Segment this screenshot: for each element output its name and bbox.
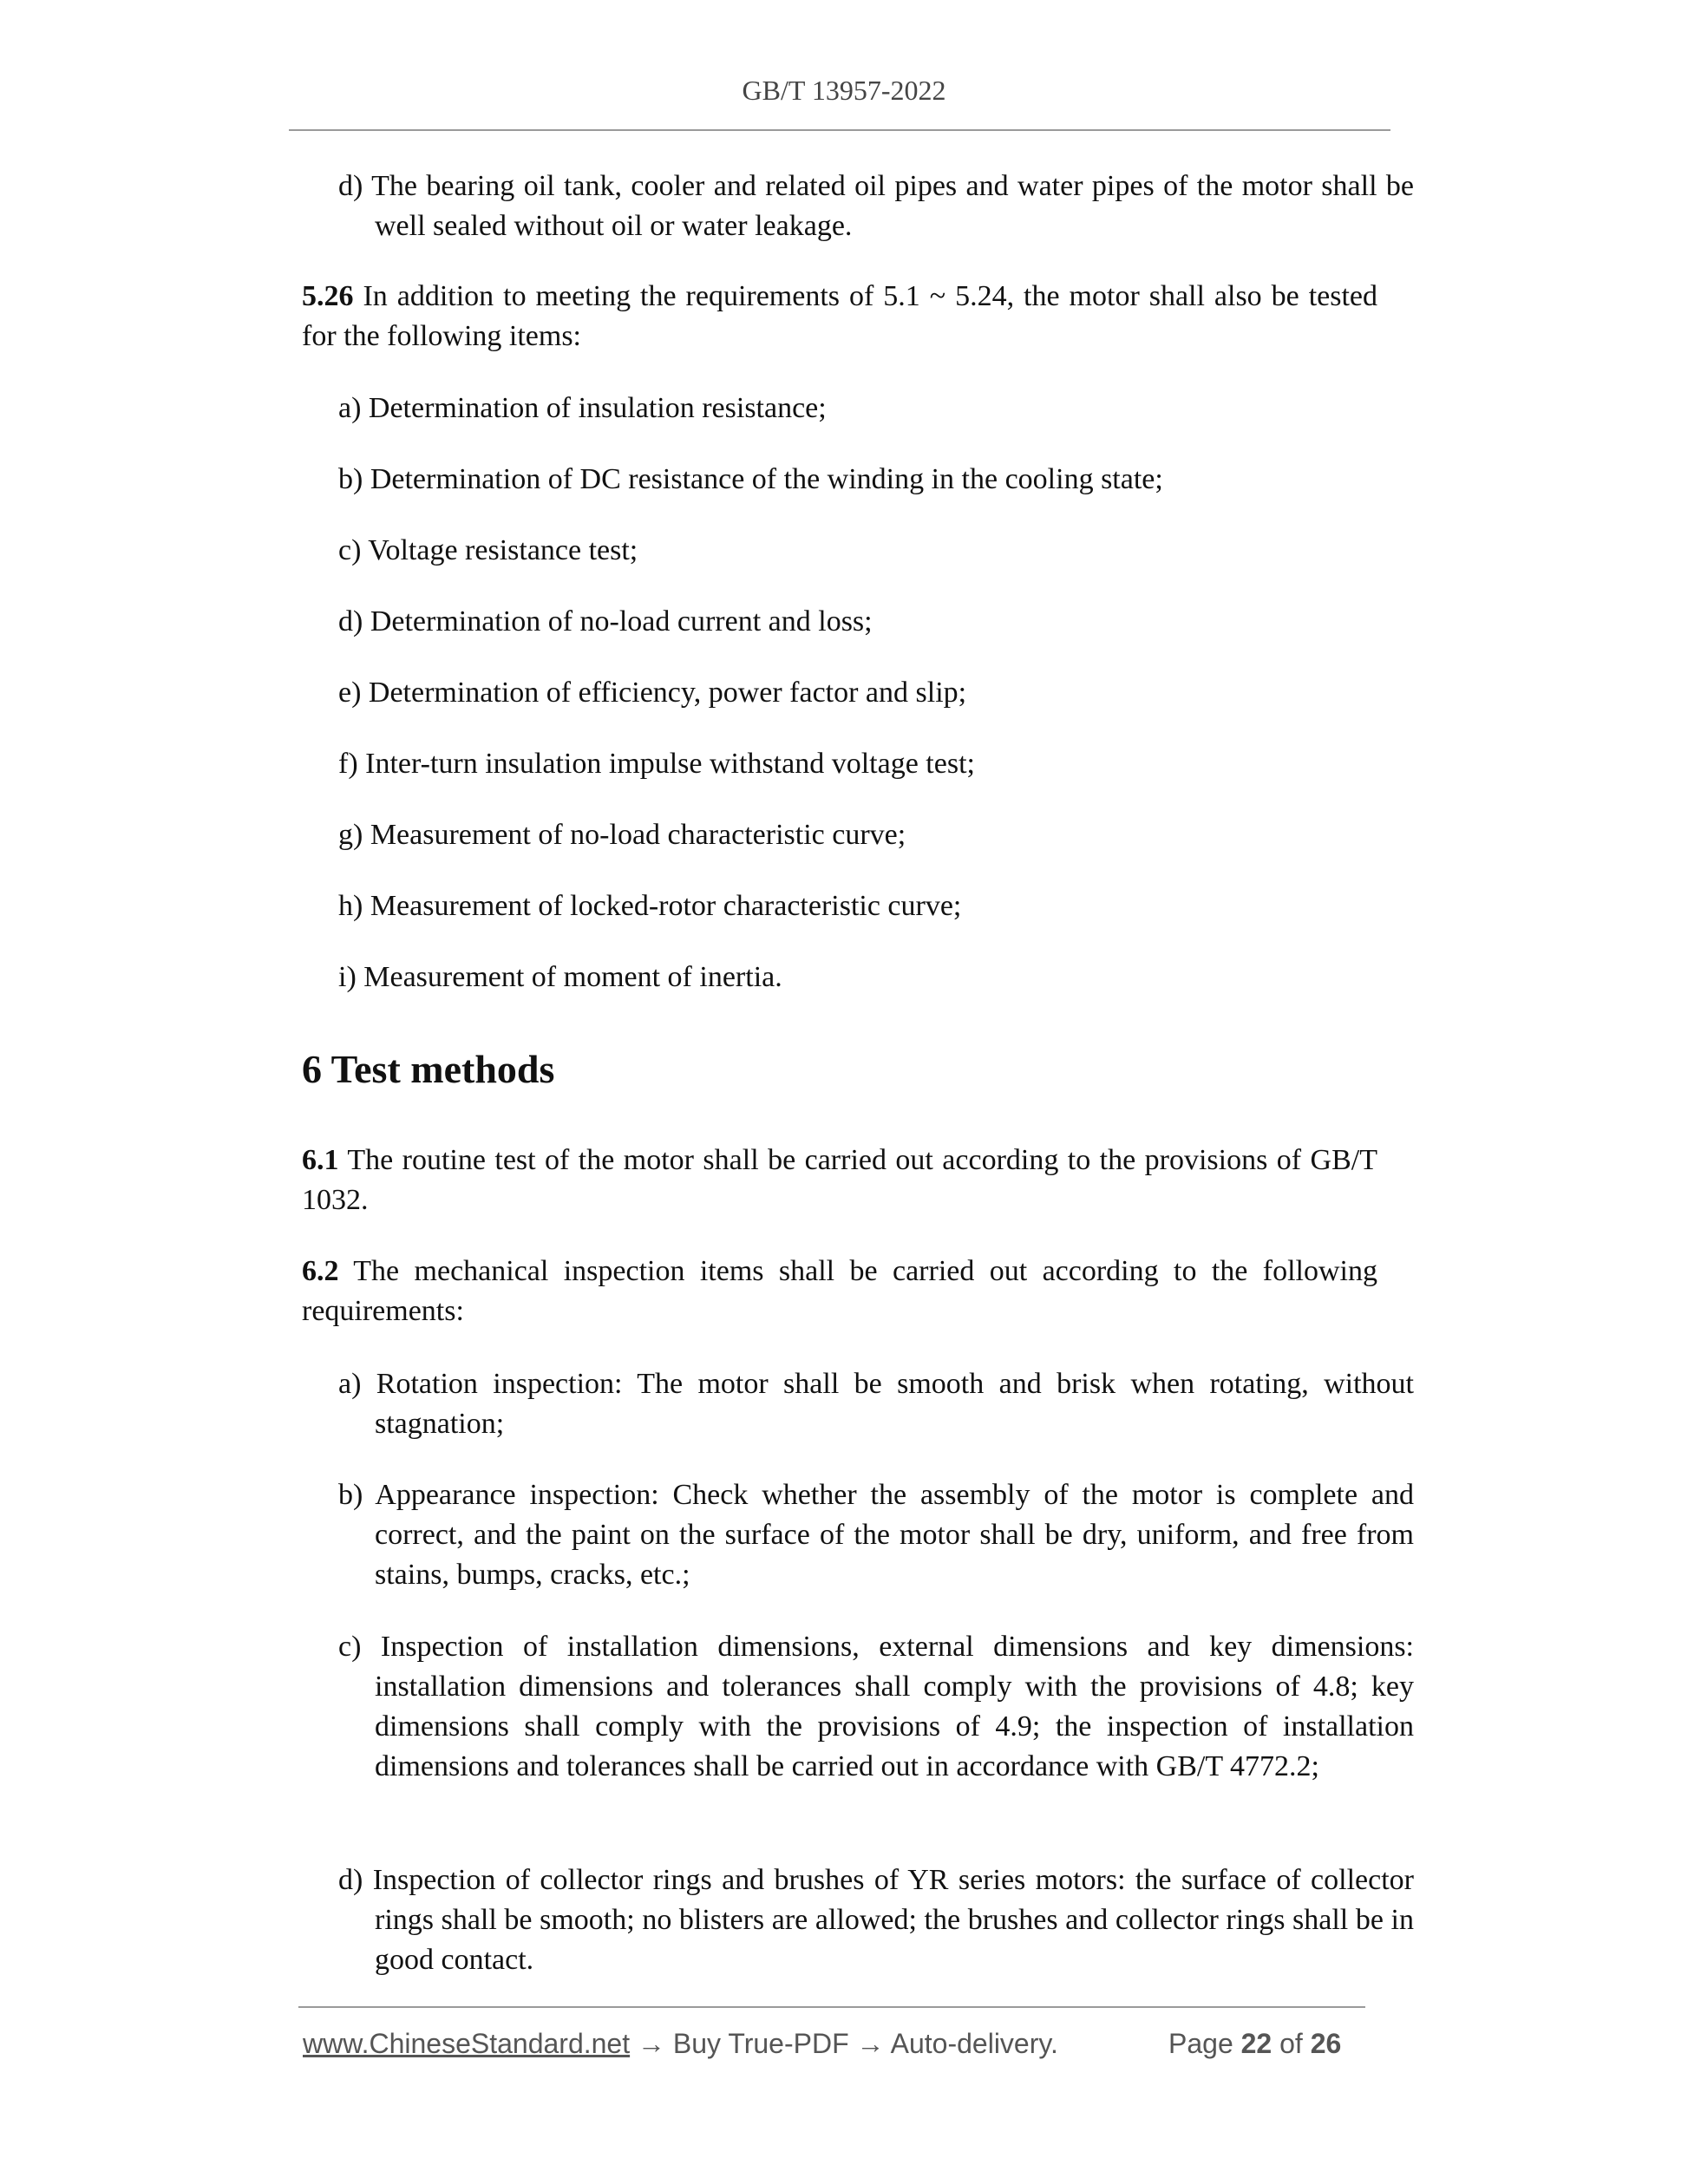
- clause-number: 5.26: [302, 280, 354, 312]
- auto-delivery-text: Auto-delivery.: [890, 2028, 1058, 2059]
- list-item-6-2-b: b) Appearance inspection: Check whether the assembly of the motor is complete and correct, and the paint on the surface of the motor shall be dry, uniform, and free from stains, bumps, cracks, etc.;: [338, 1479, 1414, 1591]
- list-item-5-26-d: d) Determination of no-load current and loss;: [338, 605, 873, 638]
- list-item-5-26-b: b) Determination of DC resistance of the winding in the cooling state;: [338, 463, 1163, 495]
- list-item-5-25-d: [338, 167, 1414, 246]
- list-item-text: The bearing oil tank, cooler and related oil pipes and water pipes of the motor shall be well sealed without oil or water leakage.: [371, 170, 1415, 242]
- buy-pdf-text: Buy True-PDF: [672, 2028, 849, 2059]
- list-item-5-26-f: f) Inter-turn insulation impulse withstand voltage test;: [338, 748, 975, 780]
- website-link[interactable]: www.ChineseStandard.net: [303, 2028, 631, 2059]
- list-item-6-2-a: a) Rotation inspection: The motor shall be smooth and brisk when rotating, without stagnation;: [338, 1368, 1414, 1440]
- list-item-label: d): [338, 170, 363, 202]
- arrow-right-icon: →: [856, 2028, 885, 2059]
- list-item-6-2-d: d) Inspection of collector rings and brushes of YR series motors: the surface of collector rings shall be smooth; no blisters are allowed; the brushes and collector rings shall be in good contact.: [338, 1864, 1414, 1976]
- list-item-5-26-h: h) Measurement of locked-rotor characteristic curve;: [338, 890, 962, 922]
- header-divider: [289, 129, 1390, 131]
- list-item-5-26-a: a) Determination of insulation resistance;: [338, 392, 827, 424]
- page-word: Page: [1168, 2028, 1233, 2059]
- footer-promo: [303, 2026, 1058, 2061]
- page-indicator: [1168, 2026, 1341, 2061]
- section-heading: 6 Test methods: [302, 1047, 555, 1091]
- of-word: of: [1279, 2028, 1303, 2059]
- clause-number: 6.2: [302, 1255, 339, 1287]
- list-item-5-26-g: g) Measurement of no-load characteristic curve;: [338, 819, 906, 851]
- clause-text: The routine test of the motor shall be carried out according to the provisions of GB/T 1032.: [302, 1144, 1377, 1216]
- document-header-title: GB/T 13957-2022: [742, 75, 946, 106]
- clause-6-2: [302, 1252, 1377, 1331]
- clause-text: In addition to meeting the requirements of 5.1 ~ 5.24, the motor shall also be tested for the following items:: [302, 280, 1378, 352]
- page-total: 26: [1310, 2028, 1342, 2059]
- list-item-5-26-i: i) Measurement of moment of inertia.: [338, 961, 782, 993]
- page-current: 22: [1240, 2028, 1273, 2059]
- arrow-right-icon: →: [638, 2028, 665, 2059]
- list-item-6-2-c: c) Inspection of installation dimensions, external dimensions and key dimensions: installation dimensions and tolerances shall comply with the provisions of 4.8; key dimensions shall comply with the provisions of 4.9; the inspection of installation dimensions and tolerances shall be carried out in accordance with GB/T 4772.2;: [338, 1631, 1414, 1782]
- clause-number: 6.1: [302, 1144, 339, 1176]
- clause-6-1: [302, 1141, 1377, 1220]
- clause-5-26: [302, 277, 1377, 356]
- footer-divider: [298, 2006, 1365, 2008]
- clause-text: The mechanical inspection items shall be carried out according to the following requirements:: [302, 1255, 1377, 1327]
- list-item-5-26-e: e) Determination of efficiency, power factor and slip;: [338, 677, 967, 709]
- list-item-5-26-c: c) Voltage resistance test;: [338, 534, 638, 566]
